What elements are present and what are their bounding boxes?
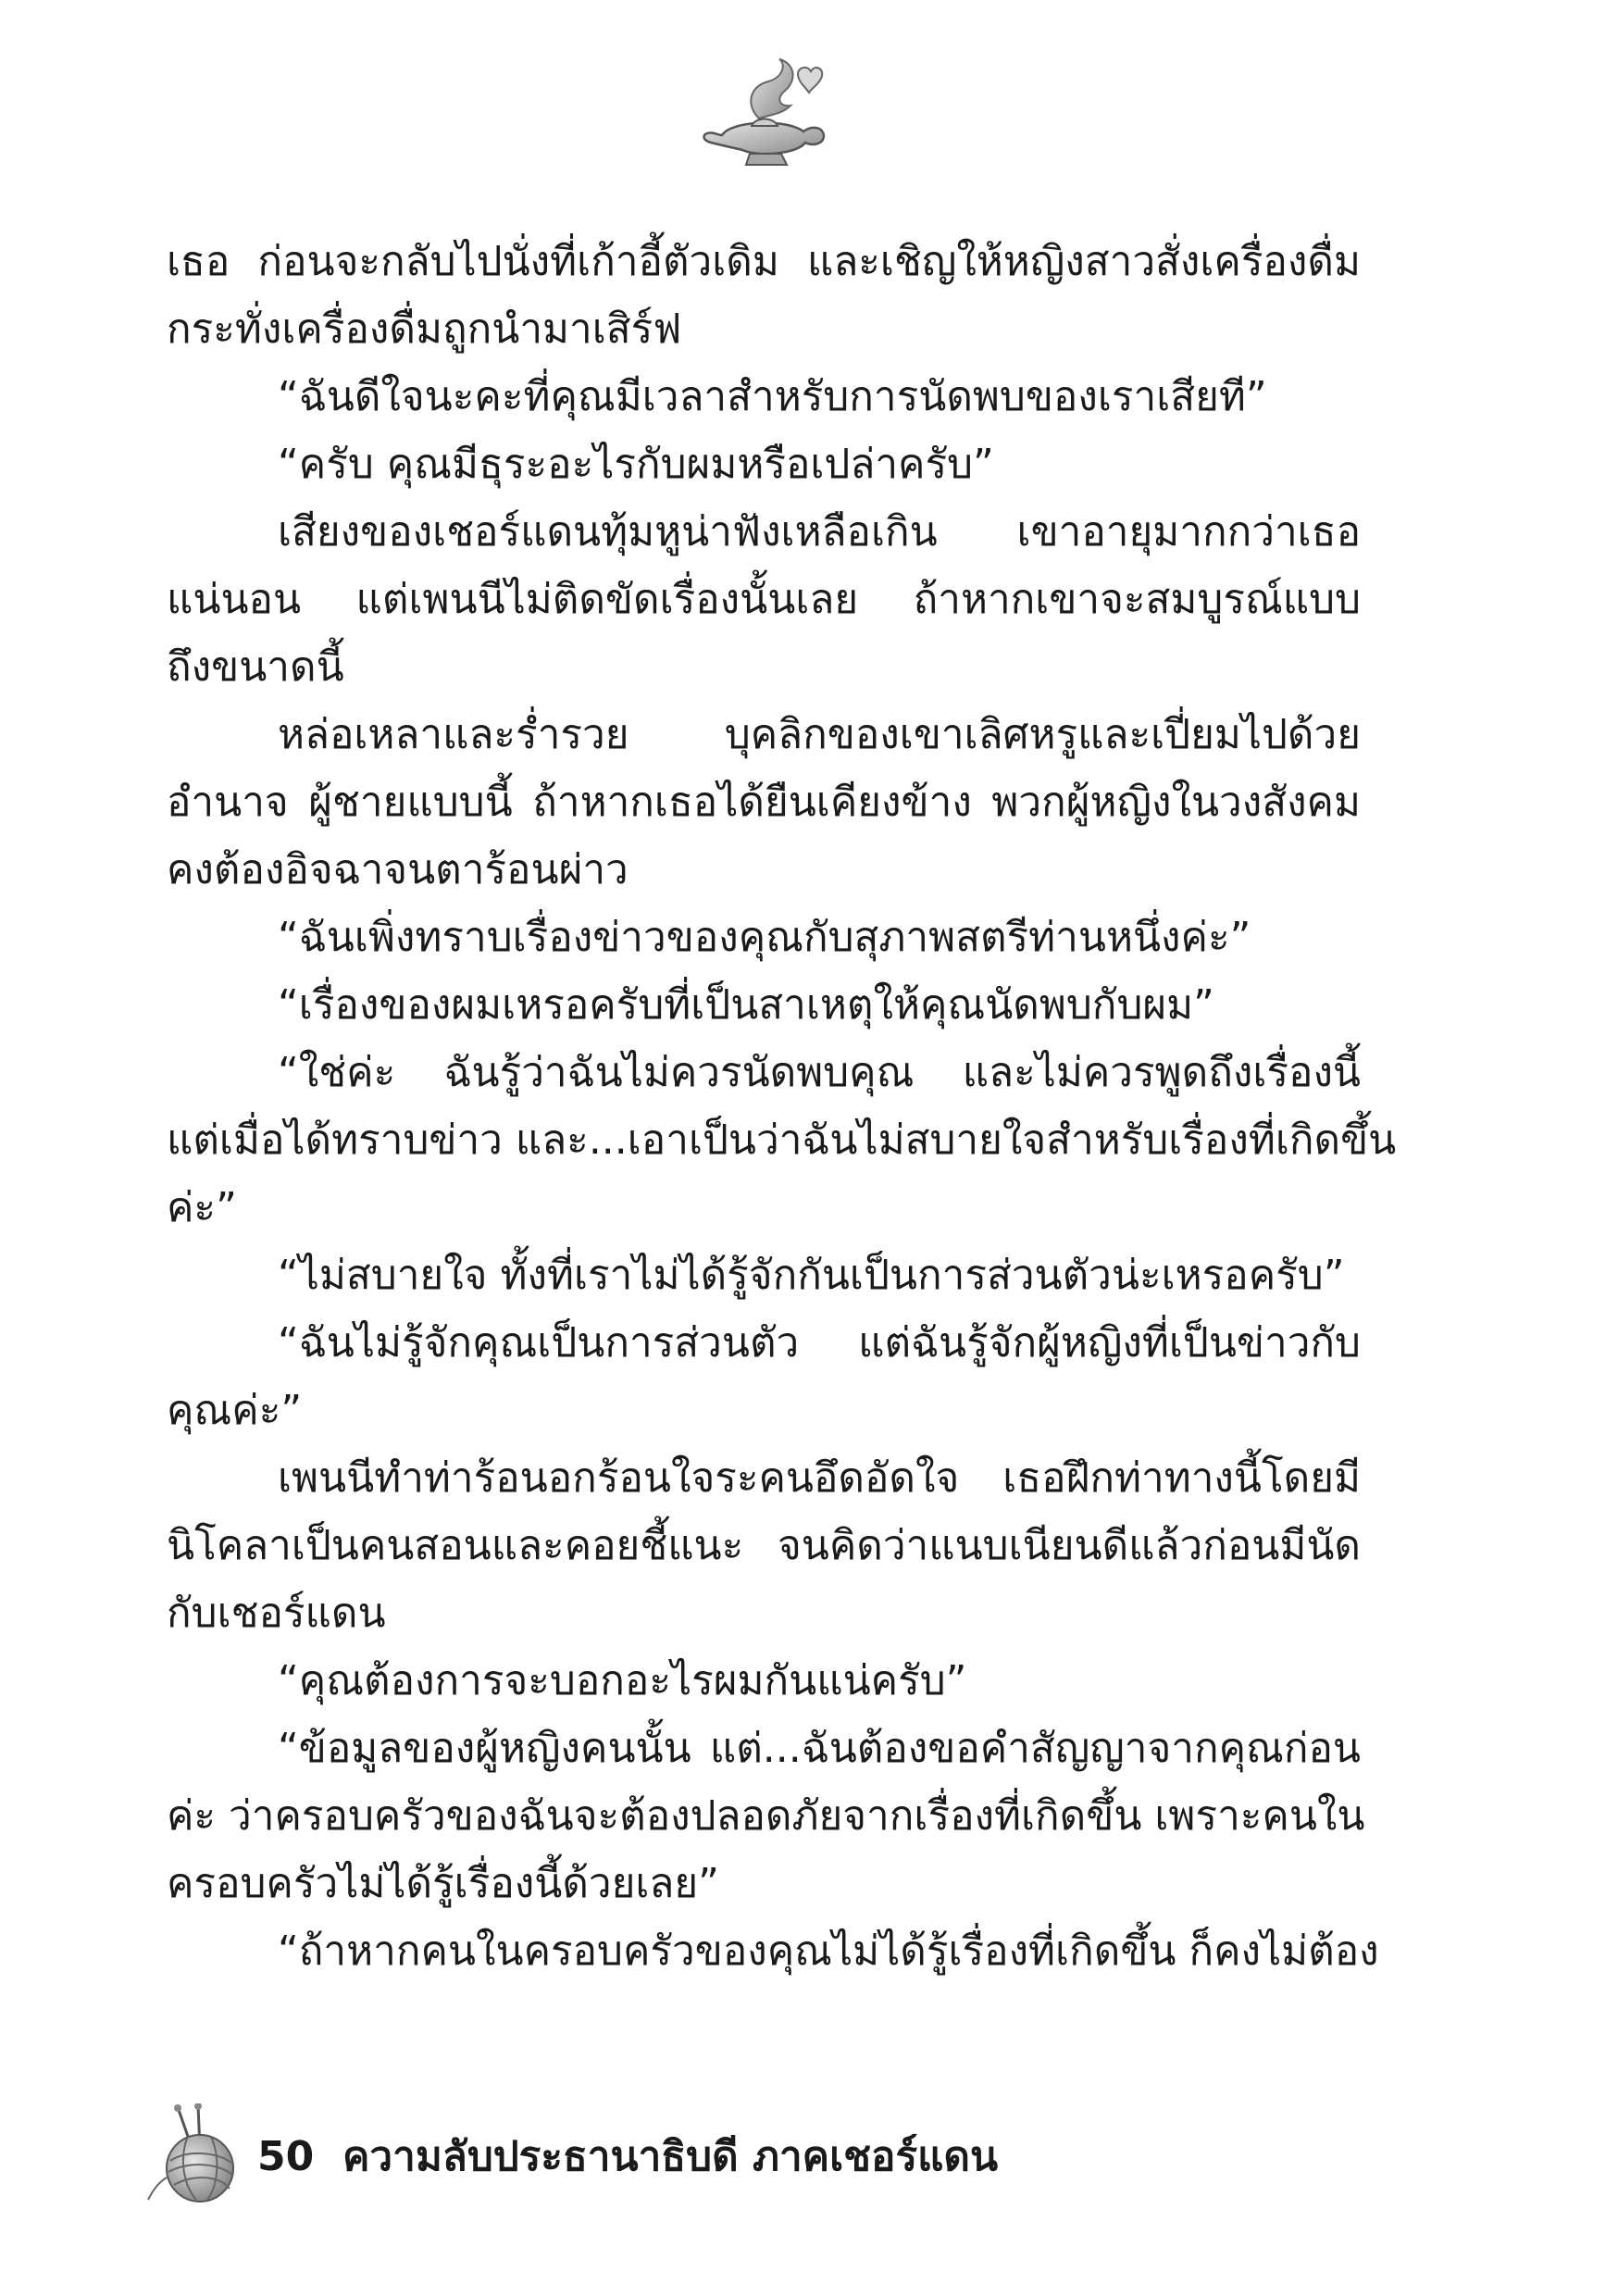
text-line: อำนาจ ผู้ชายแบบนี้ ถ้าหากเธอได้ยืนเคียงข้าง พวกผู้หญิงในวงสังคม (167, 779, 1361, 826)
text-line: เพนนีทำท่าร้อนอกร้อนใจระคนอึดอัดใจ เธอฝึกท่าทางนี้โดยมี (278, 1454, 1361, 1502)
page-number: 50 (257, 2133, 315, 2180)
text-line: “ถ้าหากคนในครอบครัวของคุณไม่ได้รู้เรื่องที่เกิดขึ้น ก็คงไม่ต้อง (278, 1928, 1379, 1975)
text-line: เสียงของเชอร์แดนทุ้มหูน่าฟังเหลือเกิน เขาอายุมากกว่าเธอ (278, 508, 1361, 555)
body-text (167, 228, 1397, 1985)
text-line: แน่นอน แต่เพนนีไม่ติดขัดเรื่องนั้นเลย ถ้าหากเขาจะสมบูรณ์แบบ (167, 576, 1361, 623)
text-line: “ไม่สบายใจ ทั้งที่เราไม่ได้รู้จักกันเป็นการส่วนตัวน่ะเหรอครับ” (278, 1252, 1345, 1299)
text-line: “คุณต้องการจะบอกอะไรผมกันแน่ครับ” (278, 1657, 967, 1704)
text-line: เธอ ก่อนจะกลับไปนั่งที่เก้าอี้ตัวเดิม และเชิญให้หญิงสาวสั่งเครื่องดื่ม (167, 238, 1361, 285)
text-line: หล่อเหลาและร่ำรวย บุคลิกของเขาเลิศหรูและเปี่ยมไปด้วย (278, 711, 1361, 758)
text-line: “ฉันดีใจนะคะที่คุณมีเวลาสำหรับการนัดพบของเราเสียที” (278, 373, 1267, 420)
text-line: แต่เมื่อได้ทราบข่าว และ...เอาเป็นว่าฉันไม่สบายใจสำหรับเรื่องที่เกิดขึ้น (167, 1117, 1397, 1164)
text-line: “เรื่องของผมเหรอครับที่เป็นสาเหตุให้คุณนัดพบกับผม” (278, 981, 1214, 1029)
text-line: ค่ะ” (167, 1184, 237, 1231)
text-line: “ฉันเพิ่งทราบเรื่องข่าวของคุณกับสุภาพสตรีท่านหนึ่งค่ะ” (278, 914, 1251, 961)
page-footer (146, 2103, 1257, 2205)
genie-lamp-icon (694, 54, 833, 174)
text-line: “ครับ คุณมีธุระอะไรกับผมหรือเปล่าครับ” (278, 441, 994, 488)
text-line: ถึงขนาดนี้ (167, 643, 344, 691)
text-line: คุณค่ะ” (167, 1387, 303, 1434)
text-line: กับเชอร์แดน (167, 1590, 386, 1637)
text-line: “ฉันไม่รู้จักคุณเป็นการส่วนตัว แต่ฉันรู้จักผู้หญิงที่เป็นข่าวกับ (278, 1319, 1361, 1366)
text-line: “ใช่ค่ะ ฉันรู้ว่าฉันไม่ควรนัดพบคุณ และไม่ควรพูดถึงเรื่องนี้ (278, 1049, 1361, 1096)
text-line: ค่ะ ว่าครอบครัวของฉันจะต้องปลอดภัยจากเรื่องที่เกิดขึ้น เพราะคนใน (167, 1792, 1365, 1840)
text-line: ครอบครัวไม่ได้รู้เรื่องนี้ด้วยเลย” (167, 1860, 719, 1907)
text-line: นิโคลาเป็นคนสอนและคอยชี้แนะ จนคิดว่าแนบเนียนดีแล้วก่อนมีนัด (167, 1522, 1361, 1569)
yarn-ball-icon (146, 2103, 255, 2205)
text-line: คงต้องอิจฉาจนตาร้อนผ่าว (167, 846, 629, 893)
text-line: กระทั่งเครื่องดื่มถูกนำมาเสิร์ฟ (167, 306, 682, 353)
book-title: ความลับประธานาธิบดี ภาคเชอร์แดน (342, 2133, 999, 2180)
text-line: “ข้อมูลของผู้หญิงคนนั้น แต่...ฉันต้องขอคำสัญญาจากคุณก่อน (278, 1725, 1361, 1772)
